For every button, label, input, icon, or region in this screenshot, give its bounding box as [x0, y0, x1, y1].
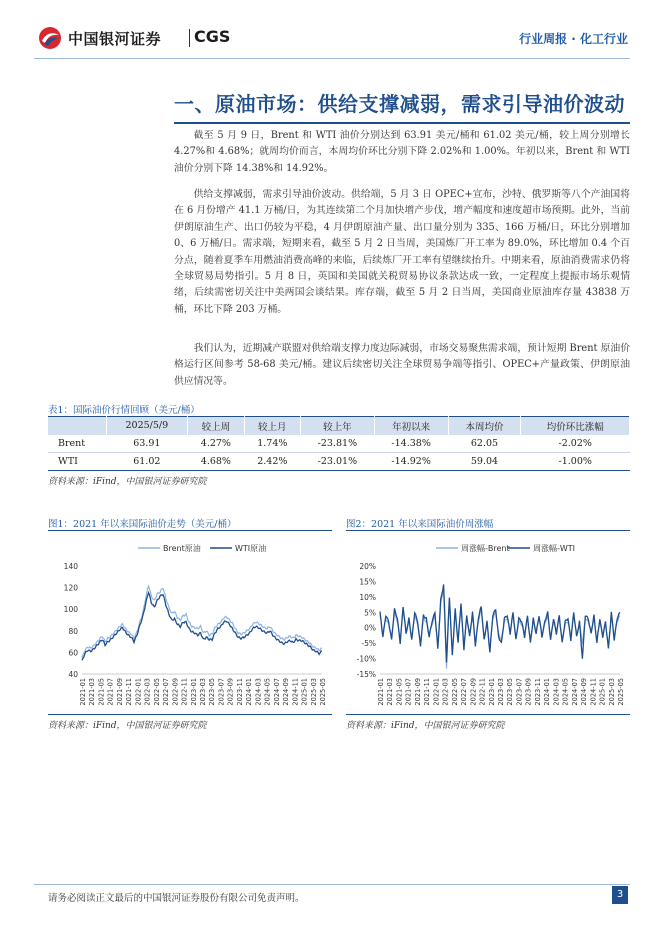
table-cell: 1.74%	[244, 435, 300, 453]
chart2-x-tick-label: 2025-05	[617, 678, 625, 706]
figure2-top-rule	[346, 530, 630, 531]
chart2-x-tick-label: 2023-03	[497, 678, 505, 706]
oil-weekly-change-chart	[346, 534, 630, 712]
chart1-x-tick-label: 2022-09	[171, 678, 180, 706]
section-title: 一、原油市场：供给支撑减弱，需求引导油价波动	[174, 92, 625, 116]
report-category: 行业周报 · 化工行业	[519, 32, 628, 46]
logo-text-cn: 中国银河证券	[68, 30, 162, 48]
table-cell: 2.42%	[244, 453, 300, 471]
chart2-series-line	[380, 584, 620, 662]
chart1-x-tick-label: 2024-01	[245, 678, 254, 706]
chart2-x-tick-label: 2024-05	[561, 678, 570, 706]
chart2-x-tick-label: 2022-09	[469, 678, 478, 706]
page-number: 3	[612, 886, 628, 904]
chart2-x-tick-label: 2023-07	[515, 678, 524, 706]
chart2-x-tick-label: 2022-07	[460, 678, 469, 706]
table-cell: -23.81%	[301, 435, 375, 453]
table-cell: 4.68%	[188, 453, 244, 471]
chart2-y-tick-label: 10%	[359, 592, 376, 602]
paragraph-supply-demand: 供给支撑减弱，需求引导油价波动。供给端，5 月 3 日 OPEC+宣布，沙特、俄罗斯等八个产油国将在 6 月份增产 41.1 万桶/日，为其连续第二个月加快增产步伐，增产幅度和速度超市场预期。此外，当前伊朗原油生产、出口仍较为平稳，4 月伊朗原油产量、出口量分别为 335、166 万桶/日，环比分别增加 0、6 万桶/日。需求端，短期来看，截至 5 月 2 日当周，美国炼厂开工率为 89.0%，环比增加 0.4 个百分点，随着夏季车用燃油消费高峰的来临，后续炼厂开工率有望继续抬升。中期来看，原油消费需求仍将全球贸易局势指引。5 月 8 日，英国和美国就关税贸易协议条款达成一致，一定程度上提振市场乐观情绪，后续需密切关注中美两国会谈结果。库存端，截至 5 月 2 日当周，美国商业原油库存量 43838 万桶，环比下降 203 万桶。	[174, 189, 630, 315]
chart2-x-tick-label: 2024-07	[570, 678, 579, 706]
table-header-cell	[48, 417, 106, 435]
footer-disclaimer: 请务必阅读正文最后的中国银河证券股份有限公司免责声明。	[48, 893, 305, 904]
table-caption: 表1：国际油价行情回顾（美元/桶）	[48, 405, 200, 416]
chart1-x-tick-label: 2023-05	[208, 678, 217, 706]
chart1-y-tick-label: 40	[68, 670, 78, 679]
chart1-x-tick-label: 2022-07	[162, 678, 171, 706]
chart2-x-tick-label: 2024-11	[589, 678, 598, 706]
chart2-x-tick-label: 2023-01	[487, 678, 496, 706]
chart1-y-tick-label: 100	[63, 605, 78, 615]
table-cell: -23.01%	[301, 453, 375, 471]
chart1-x-tick-label: 2021-09	[115, 678, 124, 706]
chart1-x-tick-label: 2021-03	[88, 678, 97, 706]
figure2-source: 资料来源：iFind，中国银河证券研究院	[346, 721, 505, 731]
chart2-x-tick-label: 2021-09	[413, 678, 422, 706]
chart2-y-tick-label: -15%	[356, 670, 376, 679]
table-cell: -1.00%	[521, 453, 630, 471]
chart1-legend-label: Brent原油	[163, 544, 201, 553]
table-header-cell: 本周均价	[448, 417, 521, 435]
page-header	[0, 0, 662, 72]
figure1-source: 资料来源：iFind，中国银河证券研究院	[48, 721, 207, 731]
chart2-y-tick-label: 15%	[359, 577, 376, 587]
chart1-x-tick-label: 2025-05	[319, 678, 327, 706]
table-row	[48, 435, 630, 453]
cgs-logo-icon	[38, 26, 62, 50]
figure1-bottom-rule	[48, 714, 332, 715]
figure1-caption: 图1：2021 年以来国际油价走势（美元/桶）	[48, 519, 237, 530]
chart1-y-tick-label: 140	[63, 562, 78, 571]
chart1-x-tick-label: 2021-01	[79, 678, 87, 706]
chart2-x-tick-label: 2022-11	[478, 678, 487, 706]
footer-divider	[34, 884, 630, 885]
logo-text-en: CGS	[194, 27, 231, 46]
table-cell: -14.38%	[374, 435, 448, 453]
chart1-x-tick-label: 2024-09	[282, 678, 291, 706]
chart1-y-tick-label: 120	[63, 583, 78, 593]
chart2-x-tick-label: 2024-03	[552, 678, 561, 706]
oil-price-trend-chart	[48, 534, 332, 712]
oil-price-table	[48, 416, 630, 471]
table-cell: -2.02%	[521, 435, 630, 453]
chart2-x-tick-label: 2024-09	[580, 678, 589, 706]
chart2-legend-label: 周涨幅-WTI	[533, 544, 576, 553]
chart2-y-tick-label: 20%	[359, 562, 376, 571]
logo-separator	[189, 29, 190, 47]
table-cell: -14.92%	[374, 453, 448, 471]
chart1-x-tick-label: 2022-11	[180, 678, 189, 706]
chart1-legend-label: WTI原油	[235, 544, 267, 553]
chart1-x-tick-label: 2021-07	[106, 678, 115, 706]
chart2-y-tick-label: 5%	[364, 608, 376, 618]
chart2-legend-label: 周涨幅-Brent	[461, 544, 510, 553]
table-header-cell: 年初以来	[374, 417, 448, 435]
chart1-x-tick-label: 2023-09	[226, 678, 235, 706]
table-header-cell: 较上年	[301, 417, 375, 435]
chart2-x-tick-label: 2021-07	[404, 678, 413, 706]
chart2-x-tick-label: 2023-09	[524, 678, 533, 706]
table-cell: 59.04	[448, 453, 521, 471]
chart2-x-tick-label: 2021-05	[395, 678, 404, 706]
company-logo	[38, 26, 268, 50]
chart1-x-tick-label: 2025-01	[300, 678, 309, 706]
table-header-cell: 较上月	[244, 417, 300, 435]
chart2-y-tick-label: -5%	[361, 639, 376, 649]
chart2-x-tick-label: 2024-01	[543, 678, 552, 706]
table-source: 资料来源：iFind，中国银河证券研究院	[48, 477, 207, 487]
table-row	[48, 453, 630, 471]
chart1-x-tick-label: 2024-07	[272, 678, 281, 706]
chart1-y-tick-label: 60	[68, 648, 78, 658]
paragraph-outlook: 我们认为，近期减产联盟对供给端支撑力度边际减弱，市场交易聚焦需求端，预计短期 Brent 原油价格运行区间参考 58-68 美元/桶。建议后续密切关注全球贸易争端等指引、OPEC+产量政策、伊朗原油供应情况等。	[174, 343, 630, 387]
chart1-x-tick-label: 2024-03	[254, 678, 263, 706]
header-divider	[34, 58, 630, 59]
chart1-series-line	[82, 586, 322, 658]
chart1-x-tick-label: 2021-11	[125, 678, 134, 706]
chart1-x-tick-label: 2023-01	[189, 678, 198, 706]
chart1-x-tick-label: 2023-03	[199, 678, 207, 706]
chart1-x-tick-label: 2024-05	[263, 678, 272, 706]
chart2-y-tick-label: 0%	[364, 623, 376, 633]
chart1-x-tick-label: 2023-11	[235, 678, 244, 706]
chart1-x-tick-label: 2023-07	[217, 678, 226, 706]
chart2-x-tick-label: 2022-01	[432, 678, 441, 706]
title-underline	[174, 122, 630, 124]
figure2-caption: 图2：2021 年以来国际油价周涨幅	[346, 519, 494, 530]
chart1-series-line	[82, 593, 322, 661]
chart2-x-tick-label: 2021-01	[377, 678, 385, 706]
chart1-y-tick-label: 80	[68, 626, 78, 636]
figure1-top-rule	[48, 530, 332, 531]
chart2-x-tick-label: 2023-05	[506, 678, 515, 706]
chart2-x-tick-label: 2023-11	[533, 678, 542, 706]
table-cell: 63.91	[106, 435, 188, 453]
chart2-x-tick-label: 2021-11	[423, 678, 432, 706]
chart2-x-tick-label: 2025-01	[598, 678, 607, 706]
chart1-x-tick-label: 2022-01	[134, 678, 143, 706]
chart1-x-tick-label: 2021-05	[97, 678, 106, 706]
chart1-x-tick-label: 2022-05	[152, 678, 161, 706]
table-cell: WTI	[48, 453, 106, 471]
chart2-y-tick-label: -10%	[356, 654, 376, 664]
table-cell: Brent	[48, 435, 106, 453]
paragraph-price-summary: 截至 5 月 9 日，Brent 和 WTI 油价分别达到 63.91 美元/桶和 61.02 美元/桶，较上周分别增长 4.27%和 4.68%；就周均价而言，本周均价环比分别下降 2.02%和 1.00%。年初以来，Brent 和 WTI 油价分别下降 14.38%和 14.92%。	[174, 130, 630, 174]
table-header-cell: 均价环比涨幅	[521, 417, 630, 435]
table-header-cell: 2025/5/9	[106, 417, 188, 435]
table-cell: 62.05	[448, 435, 521, 453]
chart1-x-tick-label: 2024-11	[291, 678, 300, 706]
chart2-x-tick-label: 2022-03	[441, 678, 450, 706]
table-cell: 61.02	[106, 453, 188, 471]
figure2-bottom-rule	[346, 714, 630, 715]
table-header-cell: 较上周	[188, 417, 244, 435]
chart2-x-tick-label: 2022-05	[450, 678, 459, 706]
chart1-x-tick-label: 2022-03	[143, 678, 152, 706]
chart1-x-tick-label: 2025-03	[309, 678, 318, 706]
chart2-x-tick-label: 2021-03	[386, 678, 395, 706]
table-header-row	[48, 417, 630, 435]
chart2-x-tick-label: 2025-03	[607, 678, 616, 706]
table-cell: 4.27%	[188, 435, 244, 453]
